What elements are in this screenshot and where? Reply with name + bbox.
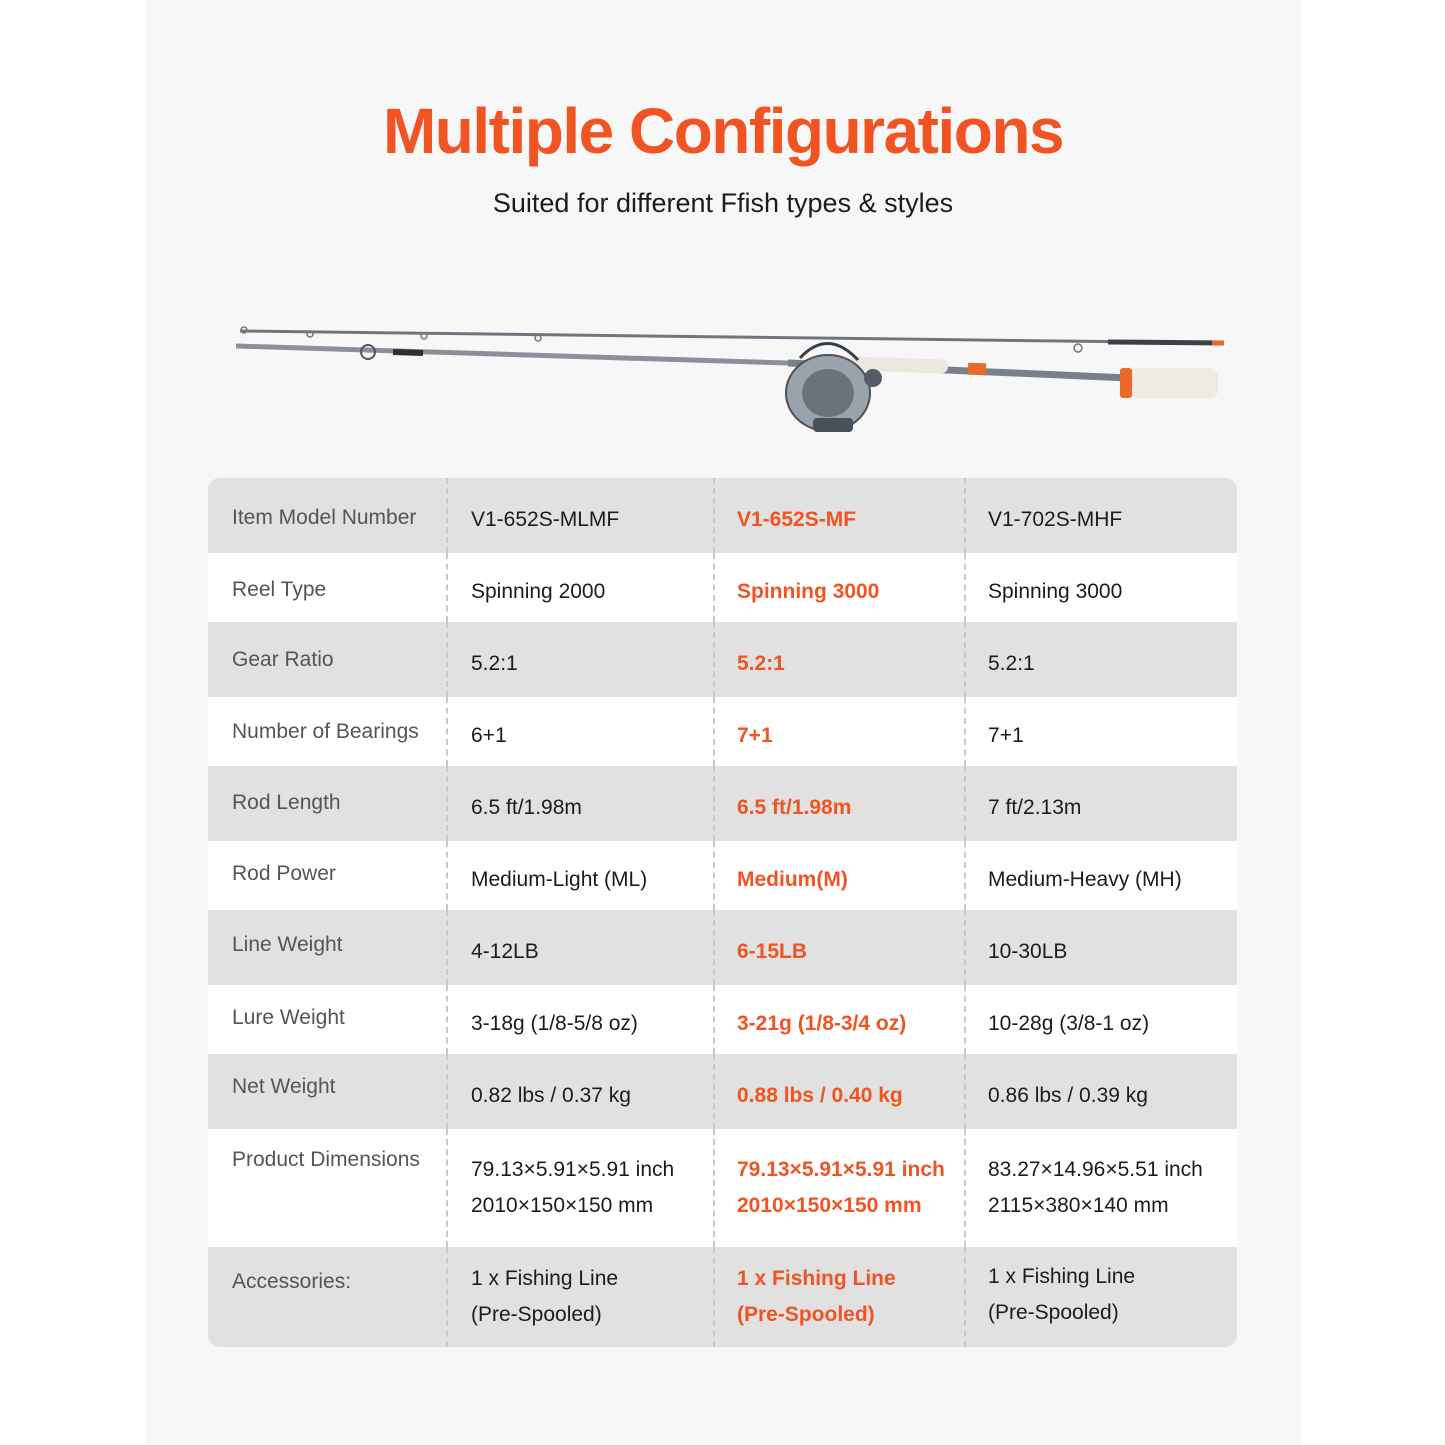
- spec-row-item-model-number: [208, 478, 1237, 553]
- model-mlmf-cell: 0.82 lbs / 0.37 kg: [446, 1054, 713, 1129]
- page-title: Multiple Configurations: [382, 95, 1064, 167]
- model-mf-cell: Medium(M): [713, 841, 964, 910]
- spec-row-reel-type: [208, 553, 1237, 622]
- model-mhf-cell: 83.27×14.96×5.51 inch 2115×380×140 mm: [964, 1129, 1237, 1247]
- spec-row-net-weight: [208, 1054, 1237, 1129]
- row-label: Gear Ratio: [232, 648, 334, 671]
- model-mhf-cell: Spinning 3000: [964, 553, 1237, 622]
- model-mhf-cell: 0.86 lbs / 0.39 kg: [964, 1054, 1237, 1129]
- page-subtitle: Suited for different Ffish types & styles: [492, 188, 954, 218]
- row-label: Reel Type: [232, 578, 327, 601]
- spec-row-gear-ratio: [208, 622, 1237, 697]
- spec-row-rod-power: [208, 841, 1237, 910]
- row-label: Item Model Number: [232, 506, 417, 529]
- model-mlmf-cell: Spinning 2000: [446, 553, 713, 622]
- row-label: Line Weight: [232, 933, 343, 956]
- model-mhf-cell: 7+1: [964, 697, 1237, 766]
- row-label: Net Weight: [232, 1075, 336, 1098]
- model-mhf-cell: 10-28g (3/8-1 oz): [964, 985, 1237, 1054]
- model-mhf-cell: 1 x Fishing Line (Pre-Spooled): [964, 1247, 1237, 1347]
- row-label: Accessories:: [232, 1270, 352, 1293]
- model-mhf-cell: V1-702S-MHF: [964, 478, 1237, 553]
- model-mlmf-cell: 4-12LB: [446, 910, 713, 985]
- row-label: Lure Weight: [232, 1006, 345, 1029]
- model-mlmf-cell: 6.5 ft/1.98m: [446, 766, 713, 841]
- model-mlmf-cell: 1 x Fishing Line (Pre-Spooled): [446, 1247, 713, 1347]
- model-mhf-cell: Medium-Heavy (MH): [964, 841, 1237, 910]
- model-mlmf-cell: 79.13×5.91×5.91 inch 2010×150×150 mm: [446, 1129, 713, 1247]
- model-mlmf-cell: 6+1: [446, 697, 713, 766]
- row-label: Rod Power: [232, 862, 336, 885]
- model-mf-cell: 1 x Fishing Line (Pre-Spooled): [713, 1247, 964, 1347]
- model-mhf-cell: 10-30LB: [964, 910, 1237, 985]
- model-mlmf-cell: Medium-Light (ML): [446, 841, 713, 910]
- model-mlmf-cell: 3-18g (1/8-5/8 oz): [446, 985, 713, 1054]
- spec-row-line-weight: [208, 910, 1237, 985]
- spec-row-number-of-bearings: [208, 697, 1237, 766]
- rod-and-reel-image: [228, 318, 1238, 448]
- model-mlmf-cell: V1-652S-MLMF: [446, 478, 713, 553]
- spec-row-lure-weight: [208, 985, 1237, 1054]
- spec-row-accessories: [208, 1247, 1237, 1347]
- spec-table: [208, 478, 1237, 1347]
- model-mf-cell: 5.2:1: [713, 622, 964, 697]
- spec-row-product-dimensions: [208, 1129, 1237, 1247]
- model-mf-cell: 0.88 lbs / 0.40 kg: [713, 1054, 964, 1129]
- model-mhf-cell: 7 ft/2.13m: [964, 766, 1237, 841]
- row-label: Product Dimensions: [232, 1148, 420, 1171]
- model-mf-cell: V1-652S-MF: [713, 478, 964, 553]
- model-mhf-cell: 5.2:1: [964, 622, 1237, 697]
- model-mf-cell: 6-15LB: [713, 910, 964, 985]
- row-label: Number of Bearings: [232, 720, 419, 743]
- model-mf-cell: 3-21g (1/8-3/4 oz): [713, 985, 964, 1054]
- model-mf-cell: 6.5 ft/1.98m: [713, 766, 964, 841]
- model-mf-cell: 7+1: [713, 697, 964, 766]
- model-mf-cell: 79.13×5.91×5.91 inch 2010×150×150 mm: [713, 1129, 964, 1247]
- model-mlmf-cell: 5.2:1: [446, 622, 713, 697]
- row-label: Rod Length: [232, 791, 341, 814]
- model-mf-cell: Spinning 3000: [713, 553, 964, 622]
- spec-row-rod-length: [208, 766, 1237, 841]
